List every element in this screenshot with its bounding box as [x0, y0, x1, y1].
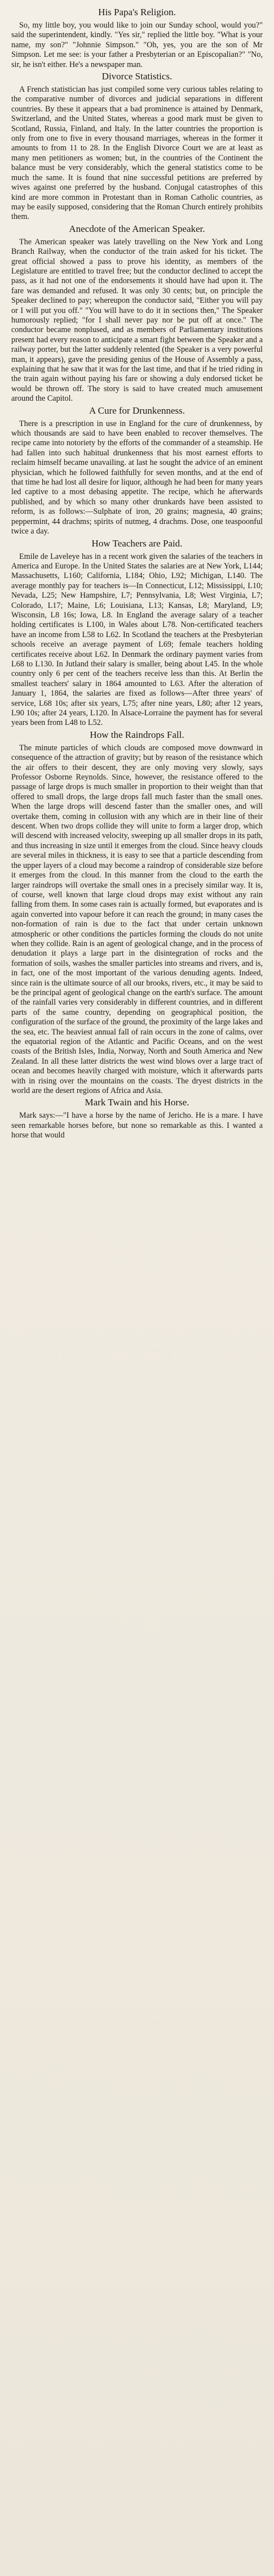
article-drunkenness-cure: [11, 405, 263, 537]
article-heading: How Teachers are Paid.: [91, 537, 183, 549]
article-heading: Anecdote of the American Speaker.: [69, 223, 205, 234]
article-mark-twain-horse: [11, 1097, 263, 1140]
article-heading: A Cure for Drunkenness.: [89, 405, 185, 416]
article-american-speaker: [11, 223, 263, 404]
article-teachers-pay: [11, 538, 263, 728]
article-paragraph: There is a prescription in use in England for the cure of drunkenness, by which thousands are said to have been enabled to recover themselves. The recipe came into notoriety by the efforts of the commander of a steamship. He had fallen into such habitual drunkenness that his most earnest efforts to reclaim himself became unavailing. at last he sought the advice of an eminent physician, which he followed faithfully for seven months, and at the end of that time he had lost all desire for liquor, although he had been for many years led captive to a most debasing appetite. The recipe, which he afterwards published, and by which so many other drunkards have been assisted to reform, is as follows:—Sulphate of iron, 20 grains; magnesia, 40 grains; peppermint, 44 drachms; spirits of nutmeg, 4 drachms. Dose, one teaspoonful twice a day.: [11, 419, 263, 536]
article-paragraph: So, my little boy, you would like to join our Sunday school, would you?" said the superintendent, kindly. "Yes sir," replied the little boy. "What is your name, my son?" "Johnnie Simpson." "Oh, yes, you are the son of Mr Simpson. Let me see: is your father a Presbyterian or an Episcopalian?" "No, sir, he isn't either. He's a newspaper man.: [11, 21, 263, 69]
article-paragraph: Mark says:—"I have a horse by the name of Jericho. He is a mare. I have seen remarkable horses before, but none so remarkable as this. I wanted a horse that would: [11, 1111, 263, 1140]
article-paragraph: The American speaker was lately travelling on the New York and Long Branch Railway, when the conductor of the train asked for his ticket. The great official showed a pass to prove his identity, as members of the Legislature are entitled to travel free; but the conductor declined to accept the pass, as it had not one of the endorsements it should have had upon it. The fare was demanded and refused. It was only 30 cents; but, on principle the Speaker declined to pay; whereupon the conductor said, "Either you will pay or I will put you off." "You will have to do it in sections then," The Speaker humorously replied; "for I shall never pay nor be put off at once." The conductor became nonplused, and as members of Parliamentary institutions present had every reason to anticipate a smart fight between the Speaker and a railway porter, but the latter suddenly relented (the Speaker is a very powerful man, it appears), gave the presiding genius of the House of Assembly a pass, explaining that he saw that it was for the last time, and that if he tried riding in the train again without paying his fare or showing a duly endorsed ticket he would be thrown off. The story is said to have created much amusement around the Capitol.: [11, 237, 263, 404]
article-paragraph: Emile de Laveleye has in a recent work given the salaries of the teachers in America and Europe. In the United States the salaries are at New York, L144; Massachusetts, L160; California, L184; Ohio, L92; Michigan, L140. The average monthly pay for teachers is—In Connecticut, L12; Mississippi, L10; Nevada, L25; New Hampshire, L7; Pennsylvania, L8; West Virginia, L7; Colorado, L17; Maine, L6; Louisiana, L13; Kansas, L8; Maryland, L9; Wisconsin, L8 16s; Iowa, L8. In England the average salary of a teacher holding certificates is L100, in Wales about L78. Non-certificated teachers have an income from L58 to L62. In Scotland the teachers at the Presbyterian schools receive an average payment of L69; female teachers holding certificates receive about L62. In Denmark the ordinary payment varies from L68 to L130. In Jutland their salary is smaller, being about L45. In the whole country only 6 per cent of the teachers receive less than this. At Berlin the smallest teachers' salary in 1864 amounted to L63. After the alteration of January 1, 1864, the salaries are fixed as follows—After three years' of service, L68 10s; after six years, L75; after nine years, L80; after 12 years, L90 10s; after 24 years, L120. In Alsace-Lorraine the payment has for several years been from L48 to L52.: [11, 552, 263, 728]
article-paragraph: The minute particles of which clouds are composed move downward in consequence of the attraction of gravity; but by reason of the resistance which the air offers to their descent, they are only moving very slowly, says Professor Osborne Reynolds. Since, however, the resistance offered to the passage of large drops is much smaller in proportion to their weight than that offered to small drops, the large drops fall much faster than the small ones. When the large drops will descend faster than the smaller ones, and will overtake them, coming in collusion with any which are in their line of their descent. When two drops collide they will unite to form a larger drop, which will descend with increased velocity, sweeping up all smaller drops in its path, and thus increasing in size until it emerges from the cloud. Since heavy clouds are several miles in thickness, it is easy to see that a particle descending from the upper layers of a cloud may become a raindrop of considerable size before it emerges from the cloud. In this manner from the cloud to the earth the larger raindrops will overtake the small ones in a precisely similar way. It is, of course, well known that large cloud drops may exist without any rain falling from them. In some cases rain is actually formed, but evaporates and is again converted into vapour before it can reach the ground; in many cases the non-formation of rain is due to the fact that under certain unknown atmospheric or other conditions the particles forming the clouds do not unite when they collide. Rain is an agent of geological change, and in the process of denudation it plays a large part in the disintegration of rocks and the formation of soils, washes the smaller particles into streams and rivers, and is, in fact, one of the most important of the various denuding agents. Indeed, since rain is the ultimate source of all our brooks, rivers, etc., it may be said to be the principal agent of geological change on the earth's surface. The amount of the rainfall varies very considerably in different countries, and in different parts of the same country, depending on geographical position, the configuration of the surface of the ground, the proximity of the large lakes and the sea, etc. The heaviest annual fall of rain occurs in the zone of calms, over the equatorial region of the Atlantic and Pacific Oceans, and on the west coasts of the British Isles, India, Norway, North and South America and New Zealand. In all these latter districts the west wind blows over a large tract of ocean and becomes heavily charged with moisture, which it afterwards parts with in rising over the mountains on the coasts. The dryest districts in the world are the desert regions of Africa and Asia.: [11, 743, 263, 1096]
article-heading: How the Raindrops Fall.: [90, 729, 184, 740]
article-raindrops: [11, 729, 263, 1096]
article-heading: His Papa's Religion.: [98, 7, 176, 17]
article-paragraph: A French statistician has just compiled some very curious tables relating to the comparative number of divorces and judicial separations in different countries. By these it appears that a bad prominence is attained by Denmark, Switzerland, and the United States, whereas a good mark must be given to Scotland, Russia, Finland, and Italy. In the latter countries the proportion is only from one to five in every thousand marriages, whereas in the former it amounts to from 11 to 28. In the English Divorce Court we are at least as many men petitioners as women; but, in the countries of the Continent the balance must be very considerably, which the general statistics come to be much the same. It is found that nine successful petitions are preferred by wives against one preferred by the husband. Conjugal catastrophes of this kind are more common in Protestant than in Roman Catholic countries, as may be easily supposed, considering that the Roman Church entirely prohibits them.: [11, 85, 263, 222]
article-divorce-statistics: [11, 71, 263, 222]
article-heading: Mark Twain and his Horse.: [85, 1097, 189, 1108]
article-heading: Divorce Statistics.: [101, 71, 173, 82]
article-column: [11, 7, 263, 1141]
article-papas-religion: [11, 7, 263, 70]
